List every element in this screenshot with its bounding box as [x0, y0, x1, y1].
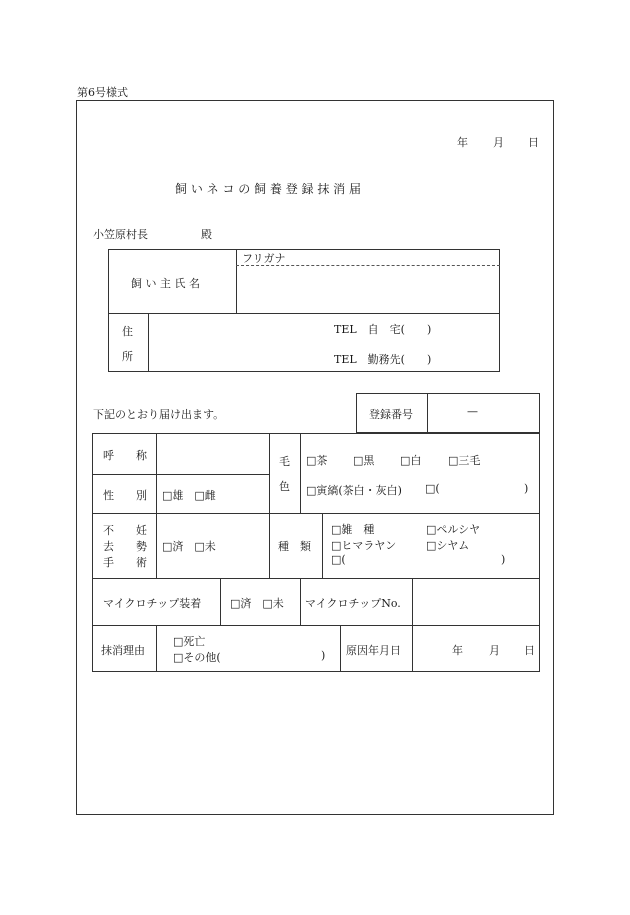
addressee-honorific: 殿: [201, 228, 212, 241]
microchip-no-label: マイクロチップNo.: [305, 597, 401, 610]
breed-option-mixed[interactable]: □雑 種: [331, 523, 375, 536]
reason-label: 抹消理由: [101, 644, 145, 657]
coat-option-black[interactable]: □黒: [353, 454, 375, 467]
sex-label: 性 別: [103, 489, 147, 502]
tel-home: TEL 自 宅( ): [334, 323, 432, 336]
registration-label: 登録番号: [369, 408, 413, 421]
microchip-label: マイクロチップ装着: [103, 597, 202, 610]
form-number: 第6号様式: [77, 86, 128, 99]
breed-option-other[interactable]: □(: [331, 553, 346, 566]
coat-label-1: 毛: [279, 455, 290, 468]
cause-date-day: 日: [524, 644, 535, 657]
microchip-no-field[interactable]: [416, 582, 536, 621]
breed-label: 種 類: [278, 540, 311, 553]
call-name-field[interactable]: [160, 437, 265, 471]
reason-option-other[interactable]: □その他(: [173, 651, 221, 664]
cause-date-year: 年: [452, 644, 463, 657]
cause-date-month: 月: [489, 644, 500, 657]
coat-option-other[interactable]: □(: [425, 482, 440, 495]
reason-option-other-close: ): [321, 649, 326, 662]
registration-value: —: [467, 405, 478, 418]
owner-name-label: 飼 い 主 氏 名: [131, 277, 200, 290]
coat-label-2: 色: [279, 480, 290, 493]
breed-option-other-close: ): [501, 553, 506, 566]
furigana-label: フリガナ: [242, 252, 286, 265]
coat-option-tabby[interactable]: □寅縞(茶白・灰白): [306, 484, 402, 497]
breed-option-persian[interactable]: □ペルシヤ: [426, 523, 481, 536]
notice-text: 下記のとおり届け出ます。: [93, 408, 225, 421]
neuter-options[interactable]: □済 □未: [162, 540, 216, 553]
coat-option-brown[interactable]: □茶: [306, 454, 328, 467]
neuter-label-2: 去 勢: [103, 540, 147, 553]
breed-option-siamese[interactable]: □シヤム: [426, 539, 470, 552]
neuter-label-1: 不 妊: [103, 524, 147, 537]
addressee-name: 小笠原村長: [93, 228, 148, 241]
date-year: 年: [457, 136, 468, 149]
coat-option-calico[interactable]: □三毛: [448, 454, 481, 467]
owner-name-field[interactable]: [240, 268, 496, 310]
address-field[interactable]: [152, 316, 322, 368]
form-title: 飼 い ネ コ の 飼 養 登 録 抹 消 届: [175, 182, 361, 196]
sex-options[interactable]: □雄 □雌: [162, 489, 216, 502]
date-day: 日: [528, 136, 539, 149]
coat-option-other-close: ): [524, 482, 529, 495]
coat-option-white[interactable]: □白: [400, 454, 422, 467]
tel-work: TEL 勤務先( ): [334, 353, 432, 366]
call-name-label: 呼 称: [103, 449, 147, 462]
cause-date-label: 原因年月日: [346, 644, 401, 657]
address-label-2: 所: [122, 350, 133, 363]
breed-option-himalayan[interactable]: □ヒマラヤン: [331, 539, 397, 552]
date-month: 月: [493, 136, 504, 149]
reason-option-death[interactable]: □死亡: [173, 635, 206, 648]
address-label-1: 住: [122, 325, 133, 338]
neuter-label-3: 手 術: [103, 556, 147, 569]
microchip-options[interactable]: □済 □未: [230, 597, 284, 610]
